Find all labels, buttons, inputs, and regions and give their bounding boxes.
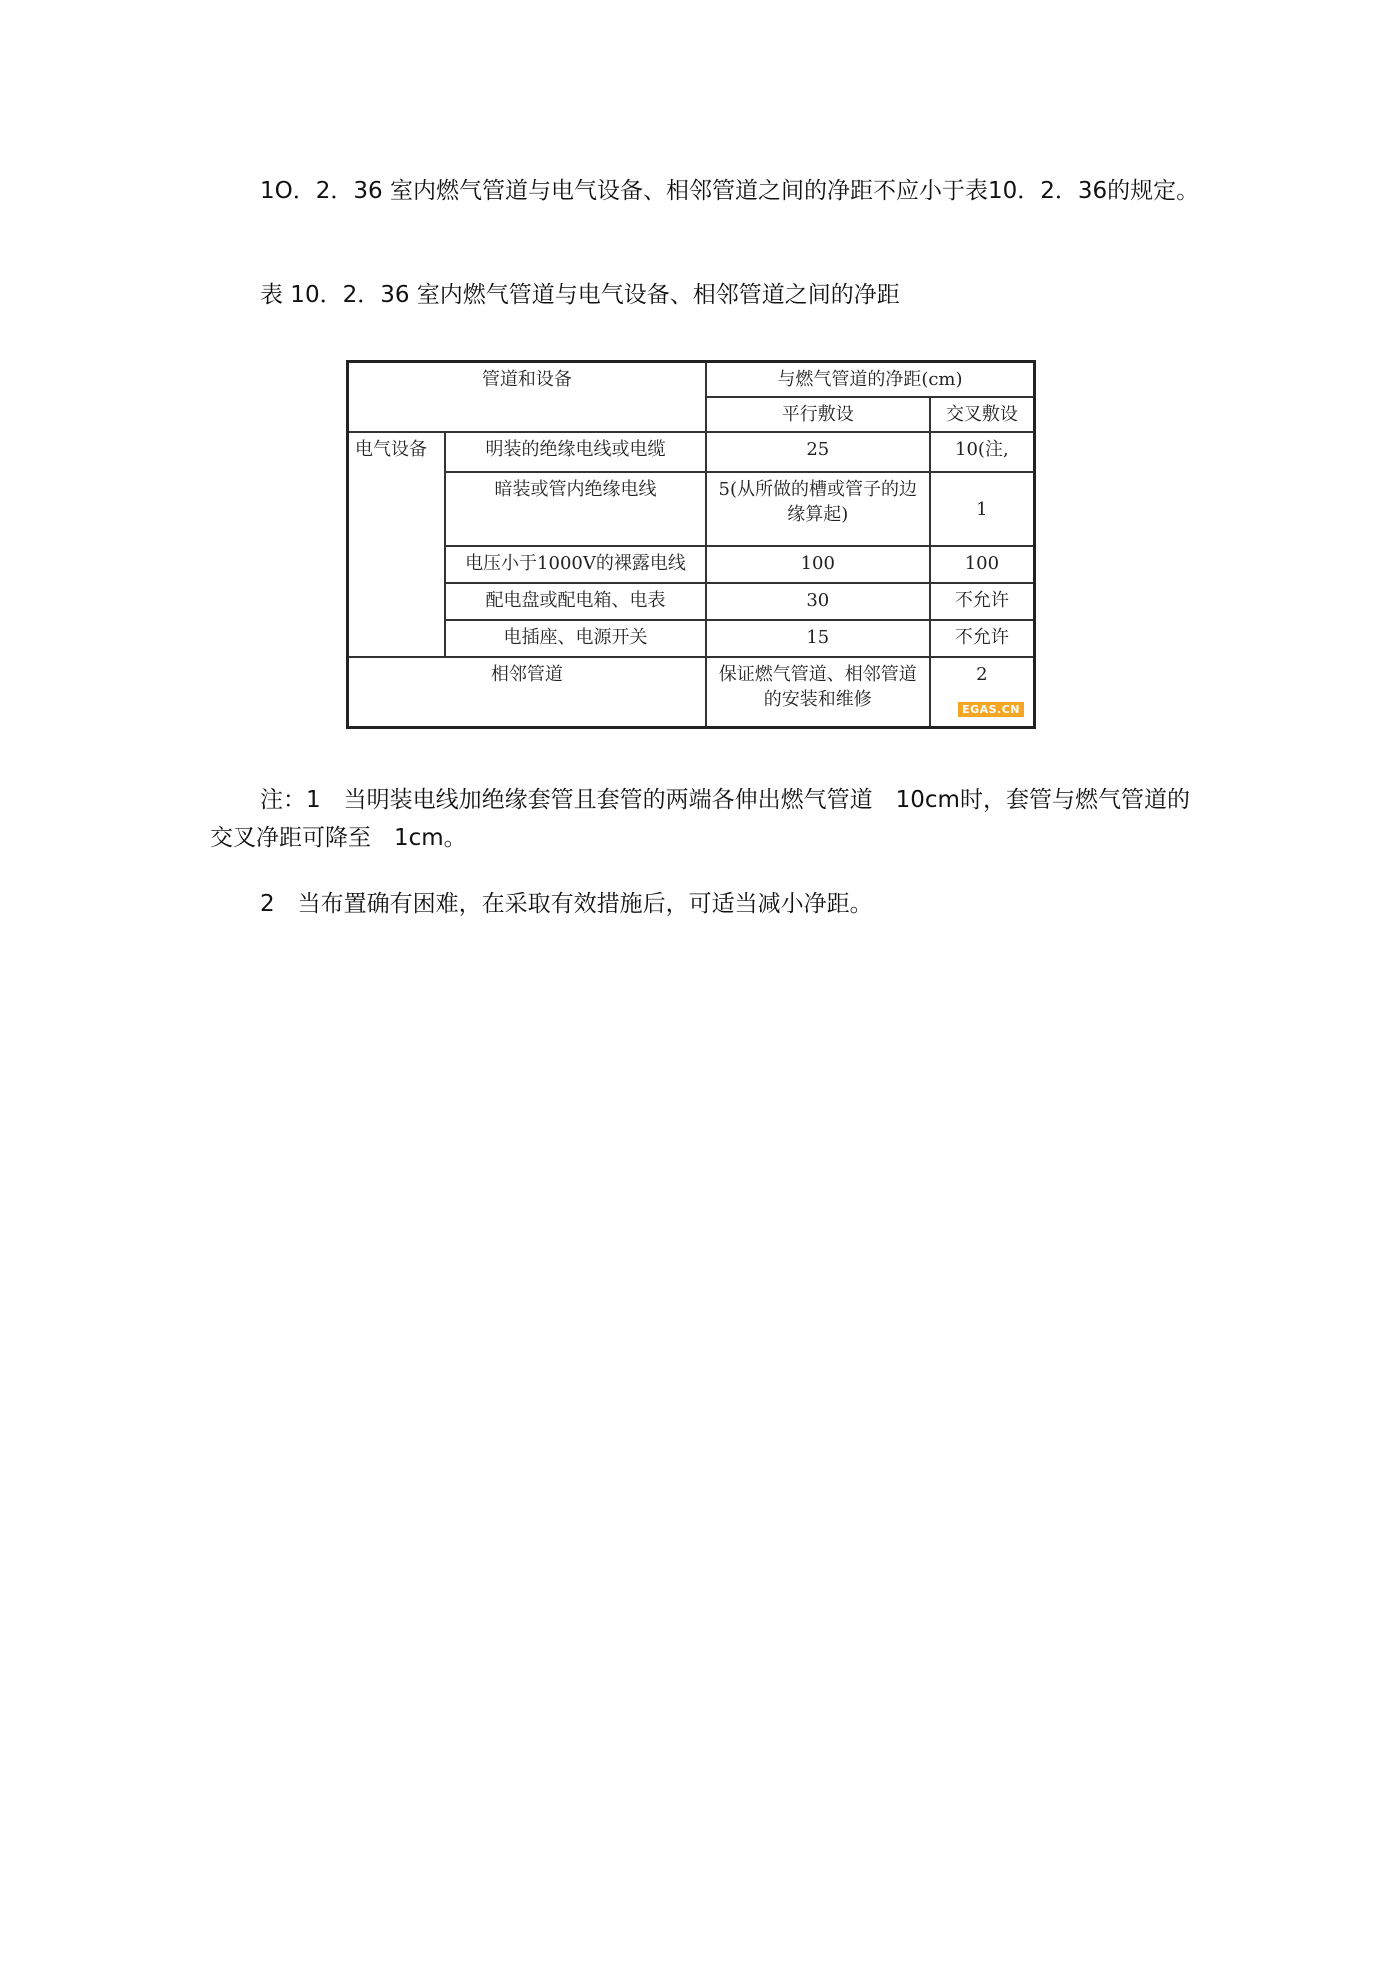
row-cross: 1 bbox=[930, 472, 1035, 546]
clearance-table bbox=[346, 360, 1036, 729]
adjacent-parallel: 保证燃气管道、相邻管道的安装和维修 bbox=[706, 657, 930, 727]
row-parallel: 100 bbox=[706, 546, 930, 583]
note-1: 注：1 当明装电线加绝缘套管且套管的两端各伸出燃气管道 10cm时，套管与燃气管道的交叉净距可降至 1cm。 bbox=[210, 787, 1190, 851]
row-item: 配电盘或配电箱、电表 bbox=[445, 583, 706, 620]
header-clearance: 与燃气管道的净距(cm) bbox=[706, 362, 1035, 398]
adjacent-item: 相邻管道 bbox=[348, 657, 706, 727]
row-parallel: 25 bbox=[706, 432, 930, 472]
header-cross: 交叉敷设 bbox=[930, 397, 1035, 432]
adjacent-cross: 2 bbox=[930, 657, 1035, 727]
clause-text: 1O．2．36 室内燃气管道与电气设备、相邻管道之间的净距不应小于表10．2．36的规定。 bbox=[260, 178, 1200, 204]
header-parallel: 平行敷设 bbox=[706, 397, 930, 432]
row-cross: 不允许 bbox=[930, 583, 1035, 620]
watermark-logo: EGAS.CN bbox=[958, 702, 1024, 717]
row-parallel: 15 bbox=[706, 620, 930, 657]
row-cross: 100 bbox=[930, 546, 1035, 583]
row-cross: 不允许 bbox=[930, 620, 1035, 657]
row-parallel: 5(从所做的槽或管子的边缘算起) bbox=[706, 472, 930, 546]
header-pipe-equipment: 管道和设备 bbox=[348, 362, 706, 433]
row-item: 明装的绝缘电线或电缆 bbox=[445, 432, 706, 472]
row-cross: 10(注, bbox=[930, 432, 1035, 472]
row-item: 电压小于1000V的裸露电线 bbox=[445, 546, 706, 583]
row-item: 暗装或管内绝缘电线 bbox=[445, 472, 706, 546]
row-parallel: 30 bbox=[706, 583, 930, 620]
group-electrical: 电气设备 bbox=[348, 432, 446, 657]
row-item: 电插座、电源开关 bbox=[445, 620, 706, 657]
note-2: 2 当布置确有困难，在采取有效措施后，可适当减小净距。 bbox=[260, 891, 873, 917]
clearance-table-image bbox=[346, 360, 1036, 726]
table-caption: 表 10．2．36 室内燃气管道与电气设备、相邻管道之间的净距 bbox=[260, 282, 900, 308]
